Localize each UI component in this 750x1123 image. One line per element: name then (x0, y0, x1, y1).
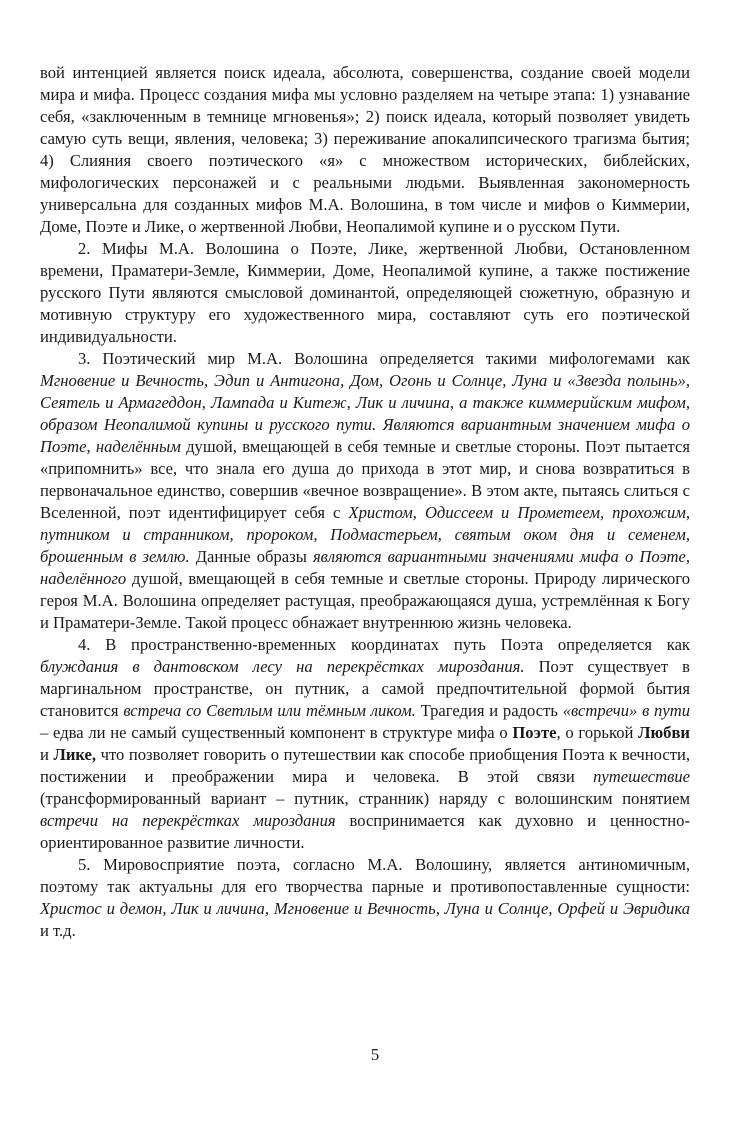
page-number: 5 (370, 1045, 380, 1064)
bold-text: Поэте (512, 723, 557, 742)
paragraph-3: 3. Поэтический мир М.А. Волошина определяется такими мифологемами как Мгновение и Вечность, Эдип и Антигона, Дом, Огонь и Солнце, Луна и «Звезда полынь», Сеятель и Армагеддон, Лампада и Китеж, Лик и личина, а также киммерийским мифом, образом Неопалимой купины и русского пути. Являются вариантным значением мифа о Поэте, наделённым душой, вмещающей в себя темные и светлые стороны. Поэт пытается «припомнить» все, что знала его душа до прихода в этот мир, и снова возвратиться в первоначальное единство, совершив «вечное возвращение». В этом акте, пытаясь слиться с Вселенной, поэт идентифицирует себя с Христом, Одиссеем и Прометеем, прохожим, путником и странником, пророком, Подмастерьем, святым оком дня и семенем, брошенным в землю. Данные образы являются вариантными значениями мифа о Поэте, наделённого душой, вмещающей в себя темные и светлые стороны. Природу лирического героя М.А. Волошина определяет растущая, преображающаяся душа, устремлённая к Богу и Праматери-Земле. Такой процесс обнажает внутреннюю жизнь человека. (40, 349, 691, 632)
bold-text: Лике, (53, 745, 97, 764)
italic-text: блуждания в дантовском лесу на перекрёстках мироздания. (40, 657, 525, 676)
italic-text: путешествие (593, 767, 690, 786)
italic-text: Христом, Одиссеем и Прометеем, прохожим, путником и странником, пророком, Подмастерьем, святым оком дня и семенем, брошенным в землю. (40, 503, 690, 566)
italic-text: встречи на перекрёстках мироздания (40, 811, 336, 830)
paragraph-2: 2. Мифы М.А. Волошина о Поэте, Лике, жертвенной Любви, Остановленном времени, Праматери-Земле, Киммерии, Доме, Неопалимой купине, а также постижение русского Пути являются смысловой доминантой, определяющей сюжетную, образную и мотивную структуру его художественного мира, составляют суть его поэтической индивидуальности. (40, 239, 690, 346)
italic-text: Христос и демон, Лик и личина, Мгновение и Вечность, Луна и Солнце, Орфей и Эвридика (40, 899, 690, 918)
paragraph-5: 5. Мировосприятие поэта, согласно М.А. Волошину, является антиномичным, поэтому так актуальны для его творчества парные и противопоставленные сущности: Христос и демон, Лик и личина, Мгновение и Вечность, Луна и Солнце, Орфей и Эвридика и т.д. (40, 855, 690, 940)
italic-text: встреча со Светлым или тёмным ликом. (123, 701, 416, 720)
italic-text: Мгновение и Вечность, Эдип и Антигона, Дом, Огонь и Солнце, Луна и «Звезда полынь», Сеятель и Армагеддон, Лампада и Китеж, Лик и личина, а также киммерийским мифом, образом Неопалимой купины и русского пути. Являются вариантным значением мифа о Поэте, наделённым (40, 371, 690, 456)
body-text (40, 62, 690, 942)
bold-text: Любви (638, 723, 690, 742)
paragraph-4: 4. В пространственно-временных координатах путь Поэта определяется как блуждания в дантовском лесу на перекрёстках мироздания. Поэт существует в маргинальном пространстве, он путник, а самой предпочтительной формой бытия становится встреча со Светлым или тёмным ликом. Трагедия и радость «встречи» в пути – едва ли не самый существенный компонент в структуре мифа о Поэте, о горькой Любви и Лике, что позволяет говорить о путешествии как способе приобщения Поэта к вечности, постижении и преображении мира и человека. В этой связи путешествие (трансформированный вариант – путник, странник) наряду с волошинским понятием встречи на перекрёстках мироздания воспринимается как духовно и ценностно-ориентированное развитие личности. (40, 635, 691, 852)
paragraph-continued: вой интенцией является поиск идеала, абсолюта, совершенства, создание своей модели мира и мифа. Процесс создания мифа мы условно разделяем на четыре этапа: 1) узнавание себя, «заключенным в темнице мгновенья»; 2) поиск идеала, который позволяет увидеть самую суть вещи, явления, человека; 3) переживание апокалипсического трагизма бытия; 4) Слияния своего поэтического «я» с множеством исторических, библейских, мифологических персонажей и с реальными людьми. Выявленная закономерность универсальна для созданных мифов М.А. Волошина, в том числе и мифов о Киммерии, Доме, Поэте и Лике, о жертвенной Любви, Неопалимой купине и о русском Пути. (40, 63, 690, 236)
italic-text: «встречи» в пути (562, 701, 690, 720)
italic-text: являются вариантными значениями мифа о Поэте, наделённого (40, 547, 690, 588)
